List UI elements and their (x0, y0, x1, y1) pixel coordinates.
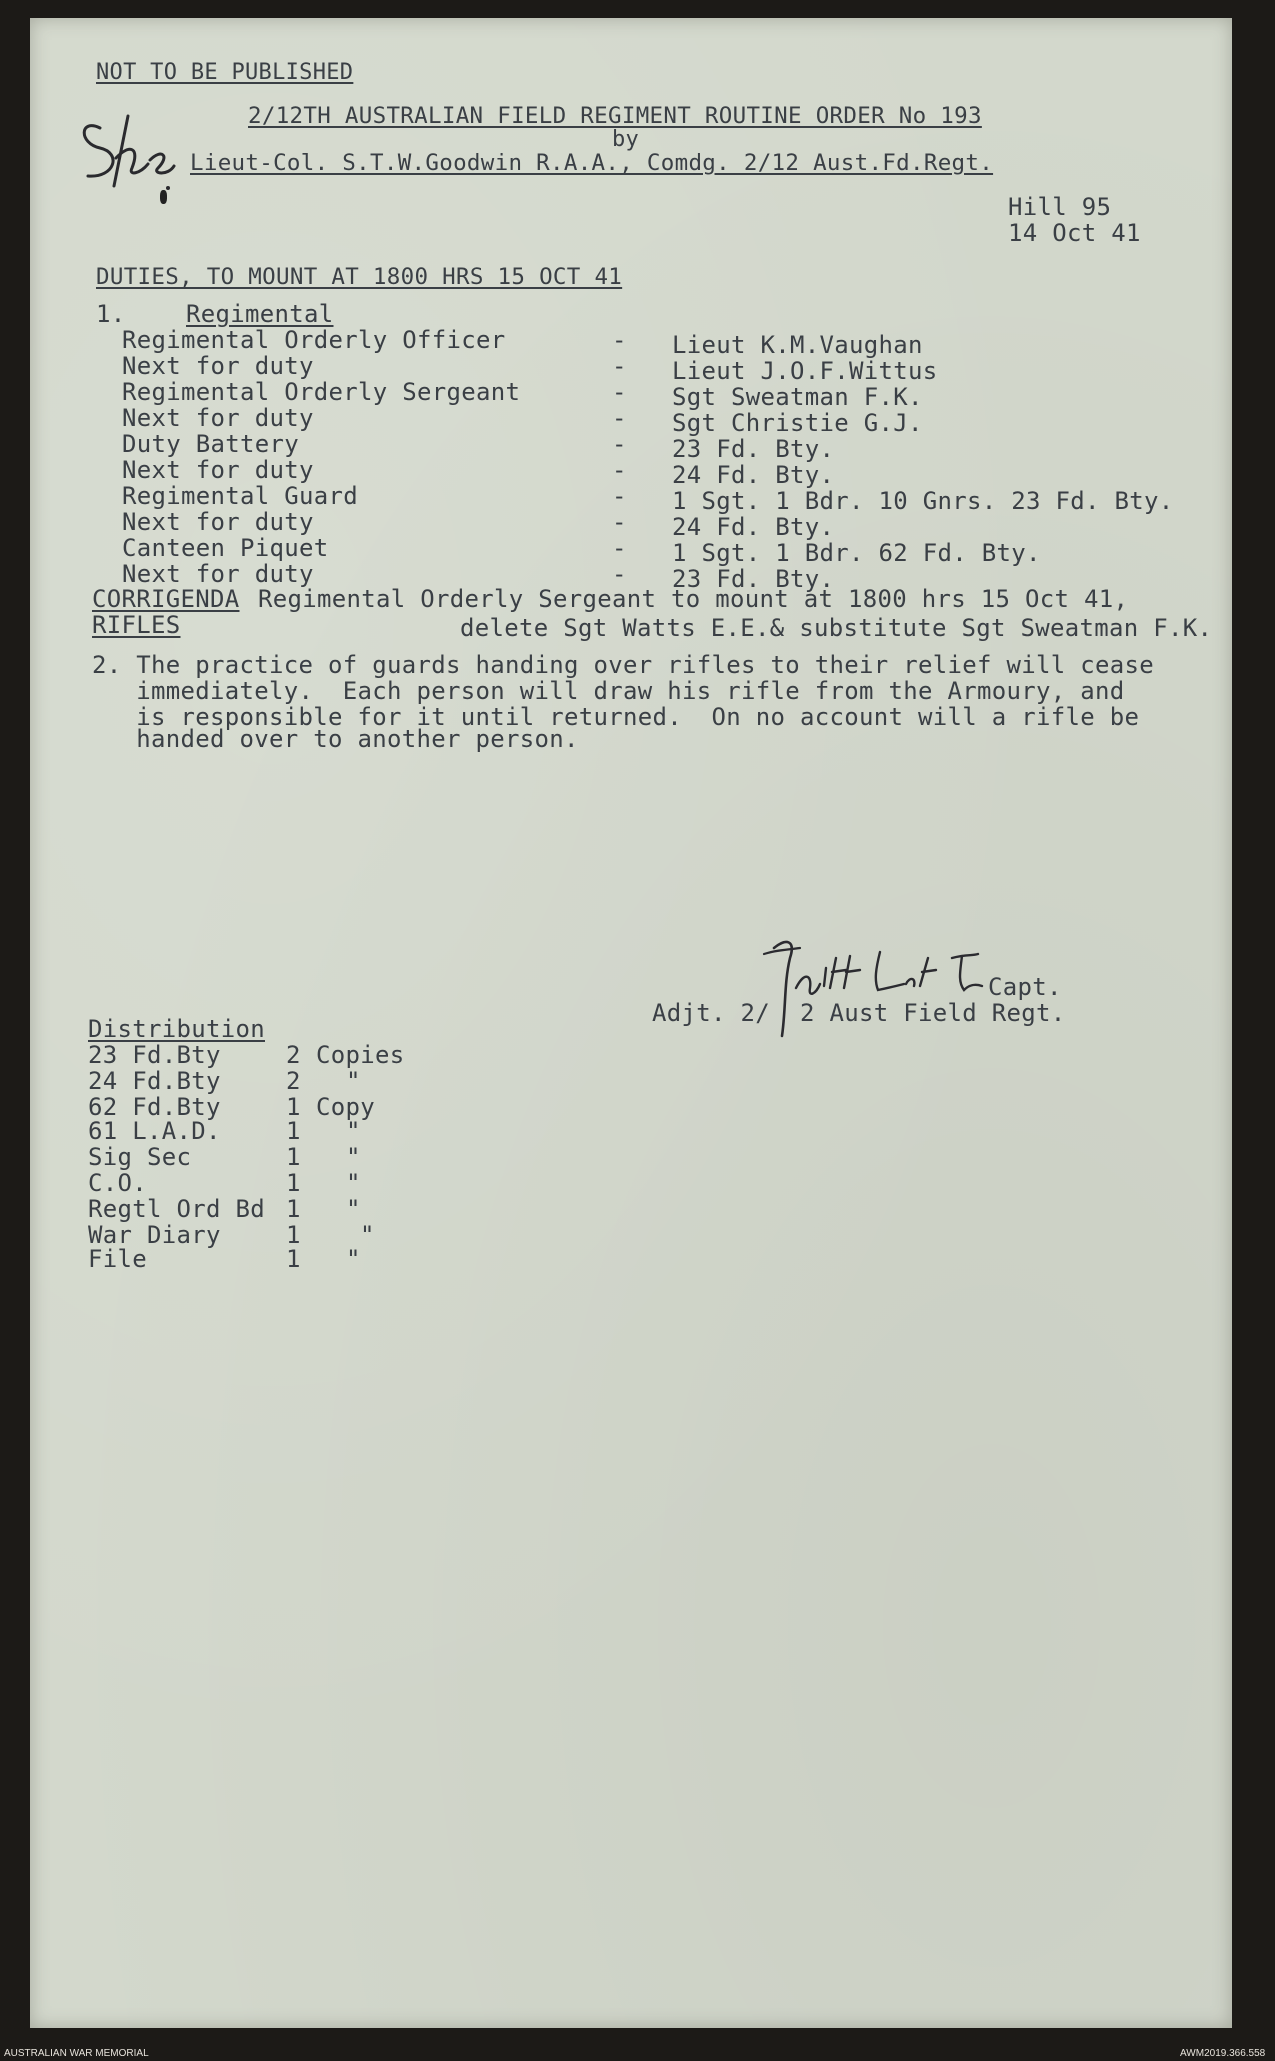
handwritten-initials (70, 98, 180, 198)
capt-label: Capt. (988, 973, 1062, 1001)
distribution-label: Copies (316, 1041, 405, 1069)
duty-dash: - (612, 534, 627, 562)
distribution-label: " (346, 1245, 361, 1273)
distribution-label: " (346, 1169, 361, 1197)
duty-assignee: Sgt Sweatman F.K. (672, 383, 923, 411)
distribution-count: 2 (286, 1067, 301, 1095)
distribution-count: 2 (286, 1041, 301, 1069)
not-published-label: NOT TO BE PUBLISHED (96, 60, 354, 85)
duty-assignee: 24 Fd. Bty. (672, 513, 835, 541)
duty-role: Regimental Guard (122, 482, 358, 510)
issuer-line: Lieut-Col. S.T.W.Goodwin R.A.A., Comdg. 2/12 Aust.Fd.Regt. (190, 150, 994, 176)
adjt-suffix: 2 Aust Field Regt. (800, 999, 1066, 1027)
distribution-unit: 61 L.A.D. (88, 1117, 221, 1145)
distribution-label: " (346, 1195, 361, 1223)
corrigenda-line-2: delete Sgt Watts E.E.& substitute Sgt Sweatman F.K. (460, 614, 1213, 642)
duty-dash: - (612, 560, 627, 588)
duty-dash: - (612, 352, 627, 380)
distribution-label: Copy (316, 1093, 375, 1121)
distribution-count: 1 (286, 1245, 301, 1273)
duty-dash: - (612, 430, 627, 458)
date-label: 14 Oct 41 (1008, 219, 1141, 247)
distribution-unit: 24 Fd.Bty (88, 1067, 221, 1095)
rifles-line-3: is responsible for it until returned. On no account will a rifle be (92, 703, 1140, 731)
distribution-count: 1 (286, 1117, 301, 1145)
rifles-line-2: immediately. Each person will draw his rifle from the Armoury, and (92, 677, 1125, 705)
distribution-count: 1 (286, 1093, 301, 1121)
distribution-count: 1 (286, 1143, 301, 1171)
regimental-subheading: Regimental (186, 300, 334, 328)
corrigenda-label: CORRIGENDA (92, 585, 240, 613)
distribution-unit: Sig Sec (88, 1143, 192, 1171)
rifles-line-4: handed over to another person. (92, 725, 579, 753)
distribution-unit: C.O. (88, 1169, 147, 1197)
distribution-label: " (346, 1143, 361, 1171)
distribution-count: 1 (286, 1221, 301, 1249)
duty-role: Duty Battery (122, 430, 299, 458)
duty-role: Next for duty (122, 508, 314, 536)
duty-dash: - (612, 404, 627, 432)
duty-assignee: Lieut J.O.F.Wittus (672, 357, 938, 385)
distribution-unit: 62 Fd.Bty (88, 1093, 221, 1121)
distribution-count: 1 (286, 1169, 301, 1197)
distribution-unit: Regtl Ord Bd (88, 1195, 265, 1223)
duty-assignee: Sgt Christie G.J. (672, 409, 923, 437)
duty-role: Canteen Piquet (122, 534, 329, 562)
footer-accession-number: AWM2019.366.558 (1180, 2048, 1266, 2059)
duty-role: Regimental Orderly Sergeant (122, 378, 521, 406)
duty-dash: - (612, 378, 627, 406)
distribution-unit: 23 Fd.Bty (88, 1041, 221, 1069)
duty-assignee: 24 Fd. Bty. (672, 461, 835, 489)
duty-assignee: 1 Sgt. 1 Bdr. 10 Gnrs. 23 Fd. Bty. (672, 487, 1174, 515)
handwritten-signature (756, 928, 1016, 1048)
duty-dash: - (612, 326, 627, 354)
place-label: Hill 95 (1008, 193, 1112, 221)
duty-dash: - (612, 508, 627, 536)
distribution-label: " (346, 1067, 361, 1095)
duty-role: Next for duty (122, 352, 314, 380)
duty-role: Next for duty (122, 404, 314, 432)
distribution-heading: Distribution (88, 1015, 265, 1043)
duty-dash: - (612, 482, 627, 510)
footer-institution: AUSTRALIAN WAR MEMORIAL (4, 2048, 149, 2059)
duty-role: Regimental Orderly Officer (122, 326, 506, 354)
rifles-line-1: 2. The practice of guards handing over rifles to their relief will cease (92, 651, 1154, 679)
document-title: 2/12TH AUSTRALIAN FIELD REGIMENT ROUTINE ORDER No 193 (248, 103, 982, 129)
distribution-unit: War Diary (88, 1221, 221, 1249)
adjt-prefix: Adjt. 2/ (652, 999, 770, 1027)
distribution-label: " (360, 1221, 375, 1249)
duty-assignee: 23 Fd. Bty. (672, 565, 835, 593)
duties-heading: DUTIES, TO MOUNT AT 1800 HRS 15 OCT 41 (96, 264, 623, 290)
duty-role: Next for duty (122, 560, 314, 588)
duty-assignee: Lieut K.M.Vaughan (672, 331, 923, 359)
by-label: by (612, 127, 640, 152)
corrigenda-line-1: Regimental Orderly Sergeant to mount at 1800 hrs 15 Oct 41, (258, 585, 1129, 613)
distribution-count: 1 (286, 1195, 301, 1223)
duty-dash: - (612, 456, 627, 484)
section-number: 1. (96, 300, 126, 328)
distribution-unit: File (88, 1245, 147, 1273)
duty-role: Next for duty (122, 456, 314, 484)
distribution-label: " (346, 1117, 361, 1145)
rifles-label: RIFLES (92, 611, 181, 639)
ink-spot (160, 190, 167, 204)
duty-assignee: 1 Sgt. 1 Bdr. 62 Fd. Bty. (672, 539, 1041, 567)
duty-assignee: 23 Fd. Bty. (672, 435, 835, 463)
